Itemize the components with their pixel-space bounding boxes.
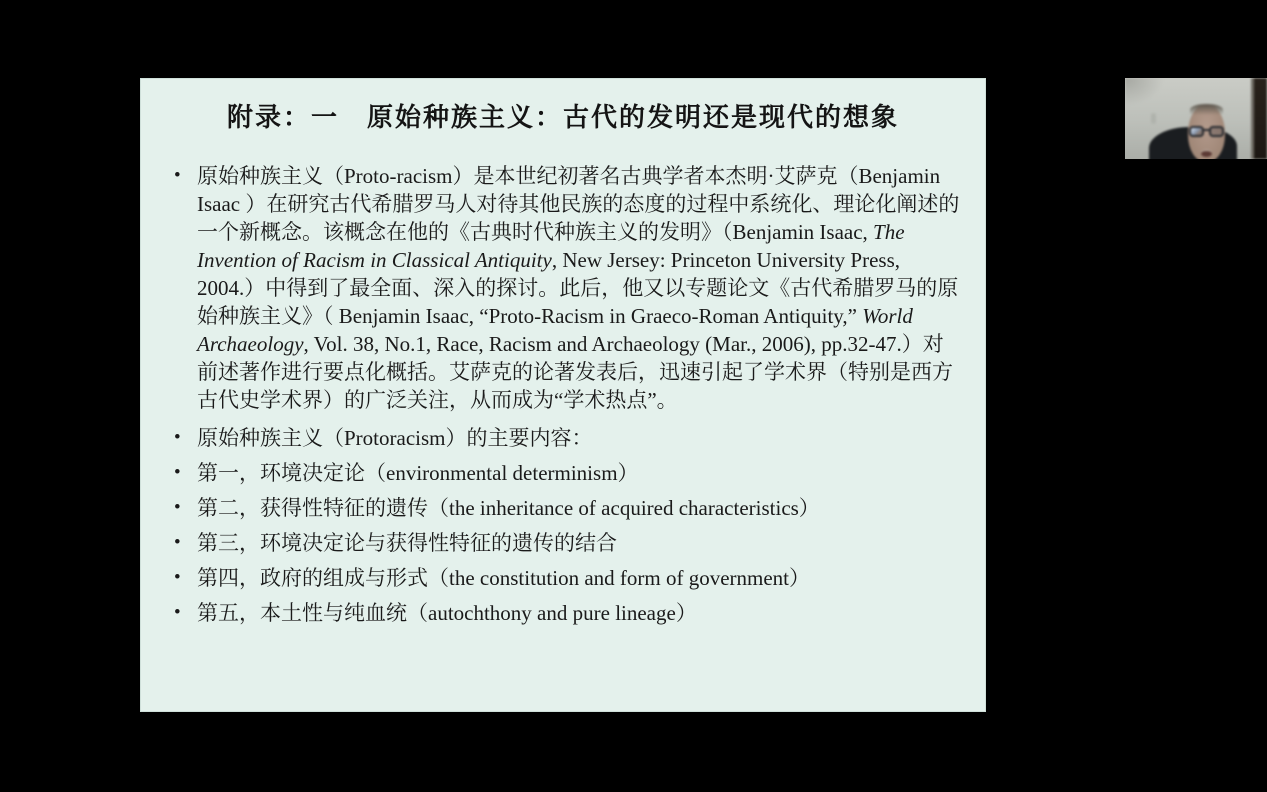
bullet-item [171, 424, 962, 452]
glasses-right-lens [1209, 126, 1224, 137]
wall-shadow [1125, 78, 1165, 106]
presenter-mouth [1201, 150, 1212, 157]
glasses-left-lens [1189, 126, 1204, 137]
text-segment: 原始种族主义（Proto-racism）是本世纪初著名古典学者本杰明·艾萨克（Benjamin Isaac ）在研究古代希腊罗马人对待其他民族的态度的过程中系统化、理论化阐述的一个新概念。该概念在他的《古典时代种族主义的发明》（Benjamin Isaac, [197, 164, 960, 244]
wall-mark [1152, 114, 1155, 123]
webcam-video-frame [1125, 78, 1267, 159]
text-segment: 原始种族主义（Protoracism）的主要内容： [197, 426, 593, 450]
presentation-slide [140, 78, 986, 712]
italic-text-segment: World Archaeology [197, 304, 913, 356]
slide-bullet-list [171, 162, 962, 627]
bullet-item [171, 162, 962, 414]
text-segment: 第五，本土性与纯血统（autochthony and pure lineage） [197, 601, 697, 625]
bullet-item [171, 494, 962, 522]
text-segment: 第三，环境决定论与获得性特征的遗传的结合 [197, 531, 617, 555]
bullet-item [171, 459, 962, 487]
presenter-glasses [1189, 126, 1224, 137]
presenter-head [1188, 104, 1225, 159]
webcam-thumbnail[interactable] [1125, 78, 1267, 159]
slide-title: 附录：一 原始种族主义：古代的发明还是现代的想象 [226, 103, 899, 132]
text-segment: , New Jersey: Princeton University Press, 2004.）中得到了最全面、深入的探讨。此后，他又以专题论文《古代希腊罗马的原始种族主义》（ Benjamin Isaac, “Proto-Racism in Graeco-Roman Antiquity,” [197, 248, 959, 328]
dark-doorway [1254, 78, 1267, 159]
bullet-item [171, 564, 962, 592]
bullet-item [171, 599, 962, 627]
presenter-hair [1190, 104, 1223, 115]
italic-text-segment: The Invention of Racism in Classical Antiquity [197, 220, 905, 272]
text-segment: 第四，政府的组成与形式（the constitution and form of government） [197, 566, 811, 590]
text-segment: , Vol. 38, No.1, Race, Racism and Archaeology (Mar., 2006), pp.32-47.）对前述著作进行要点化概括。艾萨克的论著发表后，迅速引起了学术界（特别是西方古代史学术界）的广泛关注，从而成为“学术热点”。 [197, 332, 953, 412]
text-segment: 第一，环境决定论（environmental determinism） [197, 461, 639, 485]
bullet-item [171, 529, 962, 557]
text-segment: 第二，获得性特征的遗传（the inheritance of acquired characteristics） [197, 496, 820, 520]
